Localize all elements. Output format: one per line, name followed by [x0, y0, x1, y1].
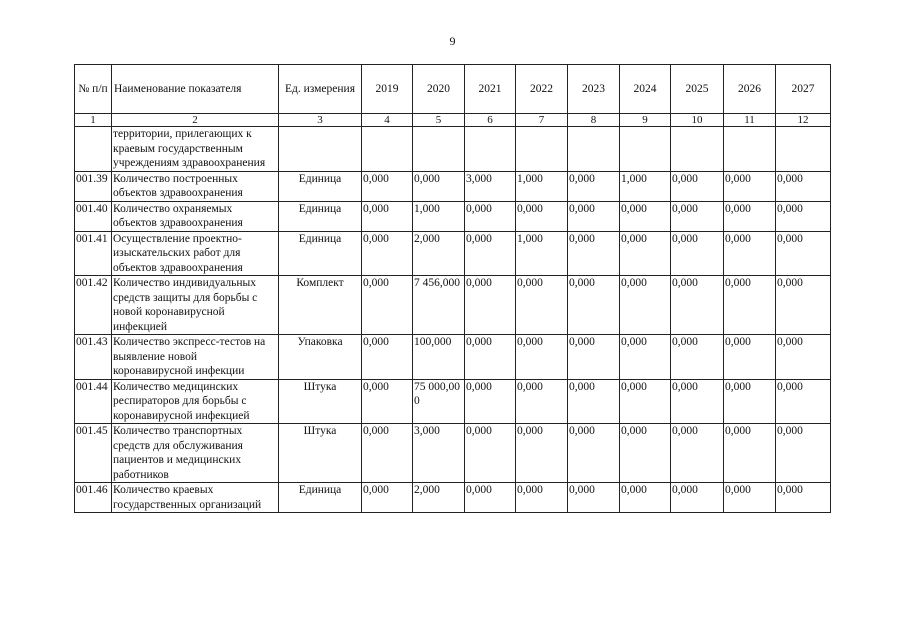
- unit-cell: Единица: [279, 483, 362, 513]
- unit-cell: Штука: [279, 424, 362, 483]
- value-cell: 0,000: [724, 201, 776, 231]
- row-code: 001.46: [75, 483, 112, 513]
- table-row: [75, 379, 831, 424]
- table-row: [75, 231, 831, 276]
- value-cell: 0,000: [671, 335, 724, 380]
- header-cell: 2027: [776, 65, 831, 114]
- value-cell: [568, 127, 620, 172]
- value-cell: 0,000: [465, 424, 516, 483]
- column-number: 1: [75, 114, 112, 127]
- value-cell: 0,000: [671, 201, 724, 231]
- header-cell: 2021: [465, 65, 516, 114]
- value-cell: 0,000: [671, 276, 724, 335]
- value-cell: 0,000: [362, 201, 413, 231]
- value-cell: 0,000: [620, 231, 671, 276]
- value-cell: 1,000: [516, 231, 568, 276]
- unit-cell: Единица: [279, 171, 362, 201]
- unit-cell: Комплект: [279, 276, 362, 335]
- row-code: 001.42: [75, 276, 112, 335]
- table-row: [75, 483, 831, 513]
- table-row: [75, 424, 831, 483]
- value-cell: 0,000: [413, 171, 465, 201]
- table-body: [75, 127, 831, 513]
- value-cell: 0,000: [568, 335, 620, 380]
- header-cell: 2020: [413, 65, 465, 114]
- value-cell: 0,000: [620, 483, 671, 513]
- unit-cell: [279, 127, 362, 172]
- value-cell: 0,000: [516, 276, 568, 335]
- value-cell: 0,000: [465, 379, 516, 424]
- row-code: 001.41: [75, 231, 112, 276]
- value-cell: 0,000: [568, 171, 620, 201]
- value-cell: 0,000: [724, 379, 776, 424]
- table-row: [75, 171, 831, 201]
- value-cell: [620, 127, 671, 172]
- unit-cell: Штука: [279, 379, 362, 424]
- value-cell: 0,000: [465, 483, 516, 513]
- indicator-name: Количество охраняемых объектов здравоохранения: [112, 201, 279, 231]
- unit-cell: Упаковка: [279, 335, 362, 380]
- indicator-name: Количество построенных объектов здравоохранения: [112, 171, 279, 201]
- value-cell: [724, 127, 776, 172]
- value-cell: 0,000: [671, 483, 724, 513]
- column-number-row: [75, 114, 831, 127]
- value-cell: 1,000: [413, 201, 465, 231]
- value-cell: 0,000: [362, 231, 413, 276]
- table-row: [75, 335, 831, 380]
- value-cell: 1,000: [516, 171, 568, 201]
- header-cell: 2024: [620, 65, 671, 114]
- value-cell: 0,000: [724, 483, 776, 513]
- header-cell: Ед. измерения: [279, 65, 362, 114]
- indicator-name: Количество краевых государственных организаций: [112, 483, 279, 513]
- column-number: 7: [516, 114, 568, 127]
- value-cell: [776, 127, 831, 172]
- column-number: 9: [620, 114, 671, 127]
- value-cell: 0,000: [724, 231, 776, 276]
- header-cell: 2022: [516, 65, 568, 114]
- value-cell: 0,000: [776, 483, 831, 513]
- value-cell: 0,000: [724, 276, 776, 335]
- value-cell: 0,000: [568, 231, 620, 276]
- value-cell: 0,000: [465, 276, 516, 335]
- page-number: 9: [449, 34, 456, 48]
- value-cell: 0,000: [620, 424, 671, 483]
- header-cell: Наименование показателя: [112, 65, 279, 114]
- unit-cell: Единица: [279, 201, 362, 231]
- header-cell: 2025: [671, 65, 724, 114]
- value-cell: 0,000: [671, 171, 724, 201]
- table-row: [75, 127, 831, 172]
- value-cell: 0,000: [620, 276, 671, 335]
- column-number: 4: [362, 114, 413, 127]
- value-cell: [413, 127, 465, 172]
- value-cell: 0,000: [568, 276, 620, 335]
- indicator-name: Осуществление проектно-изыскательских работ для объектов здравоохранения: [112, 231, 279, 276]
- value-cell: [516, 127, 568, 172]
- value-cell: 0,000: [568, 424, 620, 483]
- value-cell: 0,000: [568, 201, 620, 231]
- header-row: [75, 65, 831, 114]
- value-cell: 3,000: [465, 171, 516, 201]
- header-cell: 2023: [568, 65, 620, 114]
- value-cell: 0,000: [671, 379, 724, 424]
- column-number: 12: [776, 114, 831, 127]
- header-cell: 2026: [724, 65, 776, 114]
- value-cell: 0,000: [516, 424, 568, 483]
- value-cell: 0,000: [776, 201, 831, 231]
- unit-cell: Единица: [279, 231, 362, 276]
- value-cell: 0,000: [620, 201, 671, 231]
- value-cell: 0,000: [362, 171, 413, 201]
- value-cell: 0,000: [724, 171, 776, 201]
- value-cell: 0,000: [362, 335, 413, 380]
- value-cell: 0,000: [776, 424, 831, 483]
- value-cell: 0,000: [776, 171, 831, 201]
- value-cell: 0,000: [465, 231, 516, 276]
- table-row: [75, 276, 831, 335]
- row-code: 001.44: [75, 379, 112, 424]
- value-cell: 0,000: [776, 335, 831, 380]
- indicator-name: Количество индивидуальных средств защиты для борьбы с новой коронавирусной инфекцией: [112, 276, 279, 335]
- indicator-name: территории, прилегающих к краевым государственным учреждениям здравоохранения: [112, 127, 279, 172]
- row-code: 001.39: [75, 171, 112, 201]
- column-number: 6: [465, 114, 516, 127]
- row-code: 001.45: [75, 424, 112, 483]
- value-cell: 0,000: [620, 335, 671, 380]
- column-number: 8: [568, 114, 620, 127]
- value-cell: 0,000: [776, 276, 831, 335]
- value-cell: 0,000: [362, 276, 413, 335]
- value-cell: 0,000: [465, 201, 516, 231]
- value-cell: 1,000: [620, 171, 671, 201]
- column-number: 5: [413, 114, 465, 127]
- value-cell: [362, 127, 413, 172]
- value-cell: 2,000: [413, 483, 465, 513]
- column-number: 3: [279, 114, 362, 127]
- indicator-name: Количество транспортных средств для обслуживания пациентов и медицинских работников: [112, 424, 279, 483]
- value-cell: 0,000: [620, 379, 671, 424]
- row-code: 001.40: [75, 201, 112, 231]
- value-cell: 0,000: [516, 335, 568, 380]
- value-cell: [465, 127, 516, 172]
- indicators-table: [74, 64, 831, 513]
- indicator-name: Количество экспресс-тестов на выявление новой коронавирусной инфекции: [112, 335, 279, 380]
- value-cell: 7 456,000: [413, 276, 465, 335]
- value-cell: 0,000: [724, 335, 776, 380]
- column-number: 11: [724, 114, 776, 127]
- column-number: 2: [112, 114, 279, 127]
- value-cell: 75 000,000: [413, 379, 465, 424]
- value-cell: 0,000: [516, 201, 568, 231]
- value-cell: 0,000: [776, 231, 831, 276]
- value-cell: 0,000: [516, 483, 568, 513]
- value-cell: [671, 127, 724, 172]
- value-cell: 2,000: [413, 231, 465, 276]
- value-cell: 0,000: [362, 379, 413, 424]
- value-cell: 0,000: [671, 424, 724, 483]
- header-cell: № п/п: [75, 65, 112, 114]
- value-cell: 100,000: [413, 335, 465, 380]
- value-cell: 0,000: [776, 379, 831, 424]
- row-code: 001.43: [75, 335, 112, 380]
- column-number: 10: [671, 114, 724, 127]
- indicator-name: Количество медицинских респираторов для борьбы с коронавирусной инфекцией: [112, 379, 279, 424]
- value-cell: 0,000: [362, 483, 413, 513]
- value-cell: 0,000: [671, 231, 724, 276]
- value-cell: 0,000: [724, 424, 776, 483]
- table-row: [75, 201, 831, 231]
- value-cell: 0,000: [568, 379, 620, 424]
- value-cell: 0,000: [516, 379, 568, 424]
- header-cell: 2019: [362, 65, 413, 114]
- value-cell: 0,000: [362, 424, 413, 483]
- value-cell: 3,000: [413, 424, 465, 483]
- row-code: [75, 127, 112, 172]
- value-cell: 0,000: [465, 335, 516, 380]
- value-cell: 0,000: [568, 483, 620, 513]
